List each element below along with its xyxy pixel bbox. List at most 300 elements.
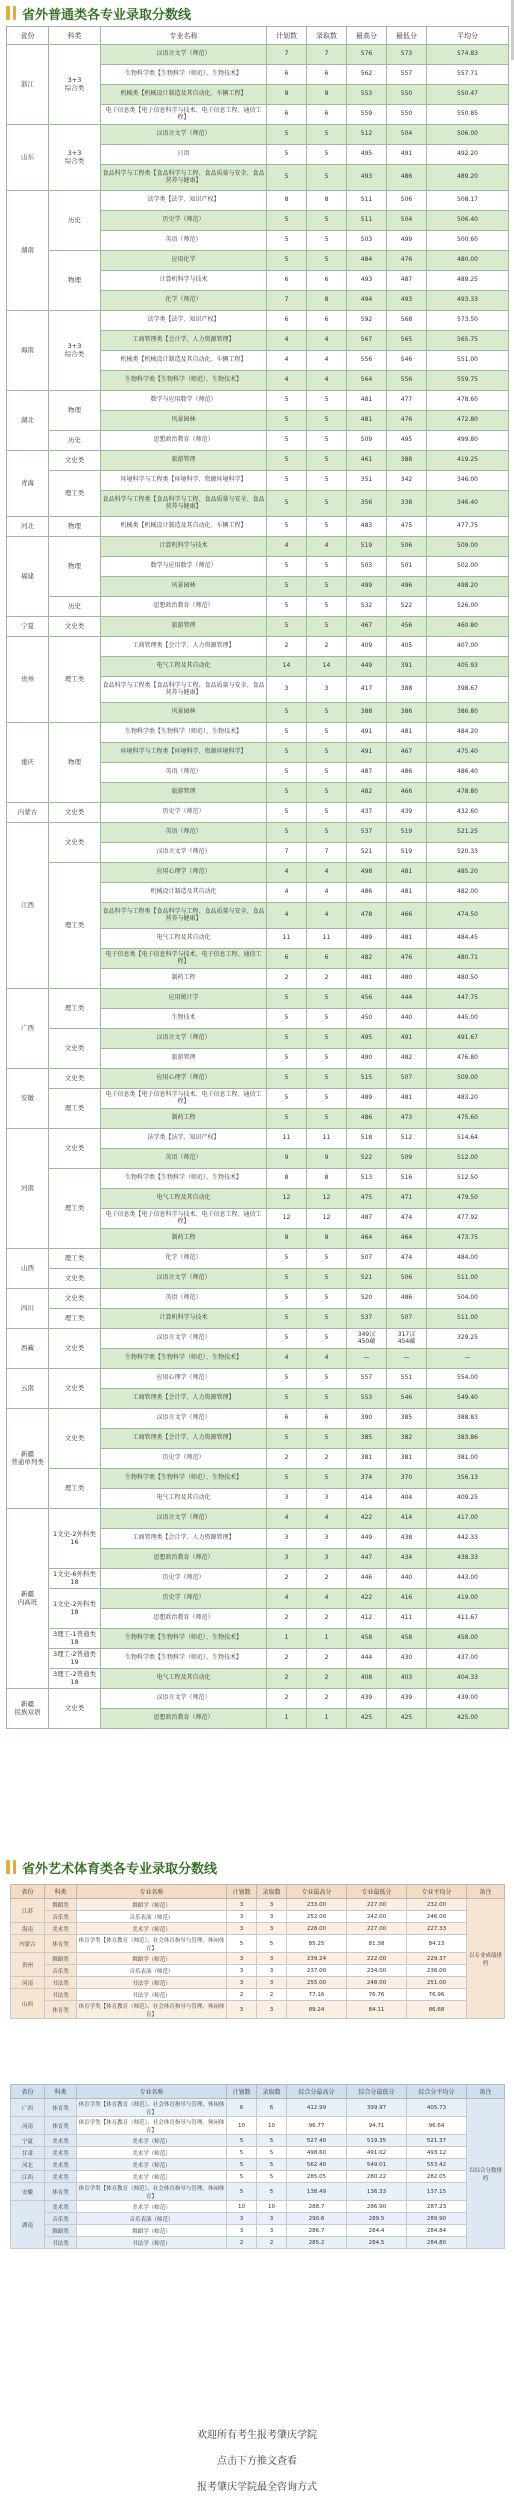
plan-cell: 1 xyxy=(267,1709,307,1729)
lowest-cell: 81.38 xyxy=(347,1935,407,1953)
lowest-cell: 234.00 xyxy=(347,1965,407,1977)
lowest-cell: 480 xyxy=(387,969,427,989)
header-average: 综合分平均分 xyxy=(407,2085,467,2099)
average-cell: 76.96 xyxy=(407,1989,467,2001)
plan-cell: 6 xyxy=(227,2099,257,2117)
province-cell: 海南 xyxy=(11,1923,45,1935)
category-cell: 音乐类 xyxy=(45,1911,77,1923)
lowest-cell: 473 xyxy=(387,1109,427,1129)
province-cell: 江西 xyxy=(11,2171,45,2183)
admitted-cell: 2 xyxy=(307,1669,347,1689)
table-row xyxy=(11,1965,505,1977)
admitted-cell: 5 xyxy=(307,743,347,763)
lowest-cell: 487 xyxy=(387,271,427,291)
lowest-cell: 501 xyxy=(387,557,427,577)
header-highest: 专业最高分 xyxy=(287,1885,347,1899)
highest-cell: 252.00 xyxy=(287,1911,347,1923)
major-cell: 体育学类【体育教育（师范）、社会体育指导与管理、休闲体育】 xyxy=(77,1935,227,1953)
header-average: 专业平均分 xyxy=(407,1885,467,1899)
average-cell: 445.00 xyxy=(427,1009,509,1029)
category-cell: 舞蹈类 xyxy=(45,1953,77,1965)
average-cell: 96.64 xyxy=(407,2117,467,2135)
average-cell: 229.37 xyxy=(407,1953,467,1965)
lowest-cell: — xyxy=(387,1349,427,1369)
admitted-cell: 6 xyxy=(257,2099,287,2117)
title-accent-icon xyxy=(13,6,16,20)
highest-cell: 487 xyxy=(347,763,387,783)
admitted-cell: 5 xyxy=(307,491,347,517)
major-cell: 音乐表演（师范） xyxy=(77,2213,227,2225)
average-cell: 508.17 xyxy=(427,191,509,211)
plan-cell: 2 xyxy=(267,969,307,989)
highest-cell: 518 xyxy=(347,1129,387,1149)
lowest-cell: 495 xyxy=(387,431,427,451)
major-cell: 应用统计学 xyxy=(101,989,267,1009)
highest-cell: 408 xyxy=(347,1669,387,1689)
average-cell: 447.75 xyxy=(427,989,509,1009)
admitted-cell: 2 xyxy=(257,2237,287,2249)
admitted-cell: 5 xyxy=(257,2159,287,2171)
average-cell: 443.00 xyxy=(427,1569,509,1589)
average-cell: 477.92 xyxy=(427,1209,509,1229)
plan-cell: 5 xyxy=(227,2147,257,2159)
highest-cell: 422 xyxy=(347,1589,387,1609)
plan-cell: 5 xyxy=(267,1469,307,1489)
admitted-cell: 5 xyxy=(307,431,347,451)
lowest-cell: 434 xyxy=(387,1549,427,1569)
major-cell: 电气工程及其自动化 xyxy=(101,657,267,677)
plan-cell: 4 xyxy=(267,371,307,391)
admitted-cell: 6 xyxy=(307,1409,347,1429)
average-cell: 559.75 xyxy=(427,371,509,391)
lowest-cell: 507 xyxy=(387,1309,427,1329)
admitted-cell: 5 xyxy=(307,577,347,597)
table-row xyxy=(7,1029,509,1049)
highest-cell: 481 xyxy=(347,391,387,411)
admitted-cell: 8 xyxy=(307,291,347,311)
province-cell: 山西 xyxy=(7,1249,49,1289)
average-cell: 287.23 xyxy=(407,2201,467,2213)
lowest-cell: 551 xyxy=(387,1369,427,1389)
highest-cell: 556 xyxy=(347,351,387,371)
highest-cell: 557 xyxy=(347,1369,387,1389)
major-cell: 风景园林 xyxy=(101,703,267,723)
major-cell: 汉语言文学（师范） xyxy=(101,1689,267,1709)
admitted-cell: 3 xyxy=(307,1489,347,1509)
major-cell: 电子信息类【电子信息科学与技术、电子信息工程、通信工程】 xyxy=(101,1089,267,1109)
table-row xyxy=(7,597,509,617)
table-row xyxy=(7,1329,509,1349)
plan-cell: 11 xyxy=(267,929,307,949)
highest-cell: 390 xyxy=(347,1409,387,1429)
table-row xyxy=(7,1669,509,1689)
province-cell: 湖南 xyxy=(7,191,49,311)
major-cell: 美术学（师范） xyxy=(77,2135,227,2147)
average-cell: 236.00 xyxy=(407,1965,467,1977)
admitted-cell: 8 xyxy=(307,1169,347,1189)
admitted-cell: 5 xyxy=(307,597,347,617)
average-cell: 484.45 xyxy=(427,929,509,949)
highest-cell: 437 xyxy=(347,803,387,823)
province-cell: 内蒙古 xyxy=(11,1935,45,1953)
plan-cell: 3 xyxy=(227,1911,257,1923)
table-row xyxy=(7,803,509,823)
admitted-cell: 3 xyxy=(257,2225,287,2237)
province-cell: 广西 xyxy=(7,989,49,1069)
lowest-cell: 486 xyxy=(387,165,427,191)
province-cell: 安徽 xyxy=(7,1069,49,1129)
highest-cell: 446 xyxy=(347,1569,387,1589)
major-cell: 舞蹈学（师范） xyxy=(77,2225,227,2237)
lowest-cell: 227.00 xyxy=(347,1899,407,1911)
average-cell: 419.00 xyxy=(427,1589,509,1609)
admitted-cell: 5 xyxy=(307,1069,347,1089)
major-cell: 旅游管理 xyxy=(101,1049,267,1069)
lowest-cell: 509 xyxy=(387,1149,427,1169)
lowest-cell: 439 xyxy=(387,1689,427,1709)
table-header-row xyxy=(11,1885,505,1899)
plan-cell: 3 xyxy=(267,1549,307,1569)
lowest-cell: 573 xyxy=(387,45,427,65)
lowest-cell: 507 xyxy=(387,1069,427,1089)
admitted-cell: 8 xyxy=(307,191,347,211)
admitted-cell: 5 xyxy=(307,165,347,191)
admitted-cell: 5 xyxy=(307,211,347,231)
major-cell: 体育学类【体育教育（师范）、社会体育指导与管理、休闲体育】 xyxy=(77,2117,227,2135)
table-row xyxy=(7,1249,509,1269)
lowest-cell: 499 xyxy=(387,231,427,251)
average-cell: 419.25 xyxy=(427,451,509,471)
lowest-cell: 481 xyxy=(387,723,427,743)
plan-cell: 6 xyxy=(267,949,307,969)
major-cell: 书法学（师范） xyxy=(77,1989,227,2001)
art-sports-table-composite xyxy=(10,2084,505,2249)
lowest-cell: 477 xyxy=(387,391,427,411)
province-cell: 山东 xyxy=(7,125,49,191)
major-cell: 化学（师范） xyxy=(101,291,267,311)
highest-cell: 461 xyxy=(347,451,387,471)
admitted-cell: 4 xyxy=(307,1589,347,1609)
major-cell: 计算机科学与技术 xyxy=(101,537,267,557)
major-cell: 历史学（师范） xyxy=(101,1569,267,1589)
admitted-cell: 5 xyxy=(307,783,347,803)
lowest-cell: 504 xyxy=(387,211,427,231)
header-lowest: 专业最低分 xyxy=(347,1885,407,1899)
plan-cell: 5 xyxy=(267,1289,307,1309)
lowest-cell: 467 xyxy=(387,743,427,763)
admitted-cell: 6 xyxy=(307,271,347,291)
highest-cell: 85.25 xyxy=(287,1935,347,1953)
category-cell: 文史类 xyxy=(49,1289,101,1309)
admitted-cell: 2 xyxy=(307,1449,347,1469)
table-header-row xyxy=(7,27,509,45)
lowest-cell: 491.02 xyxy=(347,2147,407,2159)
lowest-cell: 491 xyxy=(387,145,427,165)
table-header-row xyxy=(11,2085,505,2099)
highest-cell: 412 xyxy=(347,1609,387,1629)
header-province: 省份 xyxy=(7,27,49,45)
province-cell: 宁夏 xyxy=(7,617,49,637)
admitted-cell: 2 xyxy=(307,1689,347,1709)
highest-cell: 456 xyxy=(347,989,387,1009)
major-cell: 应用心理学（师范） xyxy=(101,863,267,883)
major-cell: 美术学（师范） xyxy=(77,2201,227,2213)
category-cell: 物理 xyxy=(49,723,101,803)
highest-cell: 537 xyxy=(347,823,387,843)
category-cell: 理工类 xyxy=(49,989,101,1029)
lowest-cell: 493 xyxy=(387,291,427,311)
major-cell: 思想政治教育（师范） xyxy=(101,1549,267,1569)
average-cell: 492.20 xyxy=(427,145,509,165)
table-row xyxy=(7,1569,509,1589)
lowest-cell: 284.5 xyxy=(347,2237,407,2249)
lowest-cell: 481 xyxy=(387,1089,427,1109)
category-cell: 美术类 xyxy=(45,2159,77,2171)
category-cell: 书法类 xyxy=(45,1977,77,1989)
category-cell: 理工类 xyxy=(49,1169,101,1249)
major-cell: 美术学（师范） xyxy=(77,1923,227,1935)
province-cell: 贵州 xyxy=(7,637,49,723)
major-cell: 食品科学与工程类【食品科学与工程、食品质量与安全、食品营养与健康】 xyxy=(101,677,267,703)
lowest-cell: 546 xyxy=(387,351,427,371)
plan-cell: 5 xyxy=(267,231,307,251)
major-cell: 生物科学类【生物科学（师范）、生物技术】 xyxy=(101,1349,267,1369)
major-cell: 汉语言文学（师范） xyxy=(101,1329,267,1349)
major-cell: 美术学（师范） xyxy=(77,2159,227,2171)
major-cell: 风景园林 xyxy=(101,411,267,431)
header-highest: 综合分最高分 xyxy=(287,2085,347,2099)
table-row xyxy=(11,2171,505,2183)
lowest-cell: 475 xyxy=(387,517,427,537)
plan-cell: 4 xyxy=(267,331,307,351)
major-cell: 体育学类【体育教育（师范）、社会体育指导与管理、休闲体育】 xyxy=(77,2099,227,2117)
admitted-cell: 10 xyxy=(257,2117,287,2135)
category-cell: 理工类 xyxy=(49,863,101,989)
major-cell: 思想政治教育（师范） xyxy=(101,1709,267,1729)
lowest-cell: 338 xyxy=(387,491,427,517)
highest-cell: 482 xyxy=(347,783,387,803)
major-cell: 汉语言文学（师范） xyxy=(101,1409,267,1429)
plan-cell: 8 xyxy=(267,191,307,211)
admitted-cell: 6 xyxy=(307,311,347,331)
plan-cell: 5 xyxy=(267,145,307,165)
average-cell: 553.42 xyxy=(407,2159,467,2171)
admitted-cell: 10 xyxy=(257,2201,287,2213)
lowest-cell: 444 xyxy=(387,989,427,1009)
header-lowest: 最低分 xyxy=(387,27,427,45)
major-cell: 计算机科学与技术 xyxy=(101,1309,267,1329)
lowest-cell: 94.71 xyxy=(347,2117,407,2135)
lowest-cell: 565 xyxy=(387,331,427,351)
major-cell: 电子信息类【电子信息科学与技术、电子信息工程、通信工程】 xyxy=(101,105,267,125)
highest-cell: 521 xyxy=(347,1269,387,1289)
plan-cell: 4 xyxy=(267,903,307,929)
admitted-cell: 5 xyxy=(307,391,347,411)
table-row xyxy=(7,1309,509,1329)
lowest-cell: 416 xyxy=(387,1589,427,1609)
average-cell: 86.68 xyxy=(407,2001,467,2019)
major-cell: 电子信息类【电子信息科学与技术、电子信息工程、通信工程】 xyxy=(101,949,267,969)
lowest-cell: 76.76 xyxy=(347,1989,407,2001)
major-cell: 旅游管理 xyxy=(101,783,267,803)
province-cell: 宁夏 xyxy=(11,2135,45,2147)
header-major: 专业名称 xyxy=(77,2085,227,2099)
province-cell: 新疆 内高班 xyxy=(7,1509,49,1689)
average-cell: 551.00 xyxy=(427,351,509,371)
header-admitted: 录取数 xyxy=(307,27,347,45)
highest-cell: 493 xyxy=(347,271,387,291)
average-cell: 511.00 xyxy=(427,1309,509,1329)
footer-click-hint[interactable]: 点击下方推文查看 xyxy=(217,2456,297,2467)
plan-cell: 3 xyxy=(267,1489,307,1509)
admitted-cell: 5 xyxy=(307,411,347,431)
admitted-cell: 5 xyxy=(307,1049,347,1069)
plan-cell: 7 xyxy=(267,291,307,311)
admitted-cell: 8 xyxy=(307,1229,347,1249)
highest-cell: 484 xyxy=(347,251,387,271)
lowest-cell: 568 xyxy=(387,311,427,331)
plan-cell: 5 xyxy=(267,723,307,743)
category-cell: 文史类 xyxy=(49,451,101,471)
highest-cell: 449 xyxy=(347,1529,387,1549)
plan-cell: 5 xyxy=(267,823,307,843)
category-cell: 1文史-2外科类16 xyxy=(49,1509,101,1569)
admitted-cell: 5 xyxy=(307,1389,347,1409)
table-row xyxy=(11,2001,505,2019)
plan-cell: 10 xyxy=(227,2201,257,2213)
table-row xyxy=(7,125,509,145)
table-row xyxy=(11,1989,505,2001)
average-cell: 246.00 xyxy=(407,1911,467,1923)
table-row xyxy=(7,311,509,331)
average-cell: 381.00 xyxy=(427,1449,509,1469)
category-cell: 文史类 xyxy=(49,823,101,863)
average-cell: 442.33 xyxy=(427,1529,509,1549)
average-cell: 227.33 xyxy=(407,1923,467,1935)
lowest-cell: 476 xyxy=(387,949,427,969)
category-cell: 文史类 xyxy=(49,1069,101,1089)
lowest-cell: 506 xyxy=(387,191,427,211)
province-cell: 江西 xyxy=(7,823,49,989)
header-category: 科类 xyxy=(45,2085,77,2099)
major-cell: 生物科学类【生物科学（师范）、生物技术】 xyxy=(101,1169,267,1189)
highest-cell: 481 xyxy=(347,969,387,989)
footer-consult-link[interactable]: 报考肇庆学院最全咨询方式 xyxy=(197,2482,317,2493)
major-cell: 美术学（师范） xyxy=(77,2147,227,2159)
lowest-cell: 519.35 xyxy=(347,2135,407,2147)
major-cell: 环境科学与工程类【环境科学、资源环境科学】 xyxy=(101,471,267,491)
admitted-cell: 5 xyxy=(307,125,347,145)
admitted-cell: 5 xyxy=(307,1109,347,1129)
highest-cell: 559 xyxy=(347,105,387,125)
lowest-cell: 84.11 xyxy=(347,2001,407,2019)
plan-cell: 2 xyxy=(267,1609,307,1629)
table-row xyxy=(11,1911,505,1923)
footer-welcome: 欢迎所有考生报考肇庆学院 xyxy=(197,2430,317,2441)
category-cell: 物理 xyxy=(49,517,101,537)
plan-cell: 5 xyxy=(227,2183,257,2201)
table-row xyxy=(7,1089,509,1109)
plan-cell: 4 xyxy=(267,1589,307,1609)
plan-cell: 5 xyxy=(267,597,307,617)
plan-cell: 5 xyxy=(267,577,307,597)
major-cell: 历史学（师范） xyxy=(101,803,267,823)
lowest-cell: 474 xyxy=(387,1209,427,1229)
average-cell: 346.00 xyxy=(427,471,509,491)
highest-cell: 96.77 xyxy=(287,2117,347,2135)
table-row xyxy=(7,823,509,843)
plan-cell: 3 xyxy=(227,1899,257,1911)
average-cell: 388.83 xyxy=(427,1409,509,1429)
province-cell: 广西 xyxy=(11,2099,45,2117)
plan-cell: 6 xyxy=(267,271,307,291)
major-cell: 旅游管理 xyxy=(101,451,267,471)
plan-cell: 3 xyxy=(227,1923,257,1935)
average-cell: 404.33 xyxy=(427,1669,509,1689)
highest-cell: 255.00 xyxy=(287,1977,347,1989)
category-cell: 文史类 xyxy=(49,1129,101,1169)
highest-cell: 520 xyxy=(347,1289,387,1309)
average-cell: 472.80 xyxy=(427,411,509,431)
average-cell: 232.00 xyxy=(407,1899,467,1911)
lowest-cell: 504 xyxy=(387,125,427,145)
highest-cell: 447 xyxy=(347,1549,387,1569)
category-cell: 体育类 xyxy=(45,2117,77,2135)
major-cell: 食品科学与工程类【食品科学与工程、食品质量与安全、食品营养与健康】 xyxy=(101,165,267,191)
highest-cell: 515 xyxy=(347,1069,387,1089)
average-cell: 489.20 xyxy=(427,165,509,191)
highest-cell: 374 xyxy=(347,1469,387,1489)
major-cell: 食品科学与工程类【食品科学与工程、食品质量与安全、食品营养与健康】 xyxy=(101,491,267,517)
highest-cell: 228.00 xyxy=(287,1923,347,1935)
admitted-cell: 3 xyxy=(257,1953,287,1965)
plan-cell: 2 xyxy=(267,1689,307,1709)
table-row xyxy=(7,1289,509,1309)
lowest-cell: 546 xyxy=(387,1389,427,1409)
plan-cell: 5 xyxy=(267,411,307,431)
province-cell: 浙江 xyxy=(7,45,49,125)
lowest-cell: 242.00 xyxy=(347,1911,407,1923)
average-cell: 573.50 xyxy=(427,311,509,331)
highest-cell: 288.7 xyxy=(287,2201,347,2213)
category-cell: 文史类 xyxy=(49,1269,101,1289)
admitted-cell: 6 xyxy=(307,949,347,969)
category-cell: 体育类 xyxy=(45,2001,77,2019)
category-cell: 舞蹈类 xyxy=(45,1899,77,1911)
average-cell: 407.00 xyxy=(427,637,509,657)
plan-cell: 11 xyxy=(267,1129,307,1149)
table-row xyxy=(11,1953,505,1965)
admitted-cell: 3 xyxy=(257,2001,287,2019)
category-cell: 书法类 xyxy=(45,2237,77,2249)
admitted-cell: 5 xyxy=(257,1935,287,1953)
highest-cell: 138.49 xyxy=(287,2183,347,2201)
category-cell: 3+3 综合类 xyxy=(49,125,101,191)
plan-cell: 4 xyxy=(267,1349,307,1369)
average-cell: 439.00 xyxy=(427,1689,509,1709)
lowest-cell: 476 xyxy=(387,411,427,431)
table-row xyxy=(7,863,509,883)
plan-cell: 9 xyxy=(267,1149,307,1169)
lowest-cell: 439 xyxy=(387,803,427,823)
average-cell: 574.83 xyxy=(427,45,509,65)
table-row xyxy=(11,1935,505,1953)
header-highest: 最高分 xyxy=(347,27,387,45)
average-cell: 356.13 xyxy=(427,1469,509,1489)
plan-cell: 2 xyxy=(267,1649,307,1669)
table-row xyxy=(11,2225,505,2237)
major-cell: 体育学类【体育教育（师范）、社会体育指导与管理、休闲体育】 xyxy=(77,2001,227,2019)
